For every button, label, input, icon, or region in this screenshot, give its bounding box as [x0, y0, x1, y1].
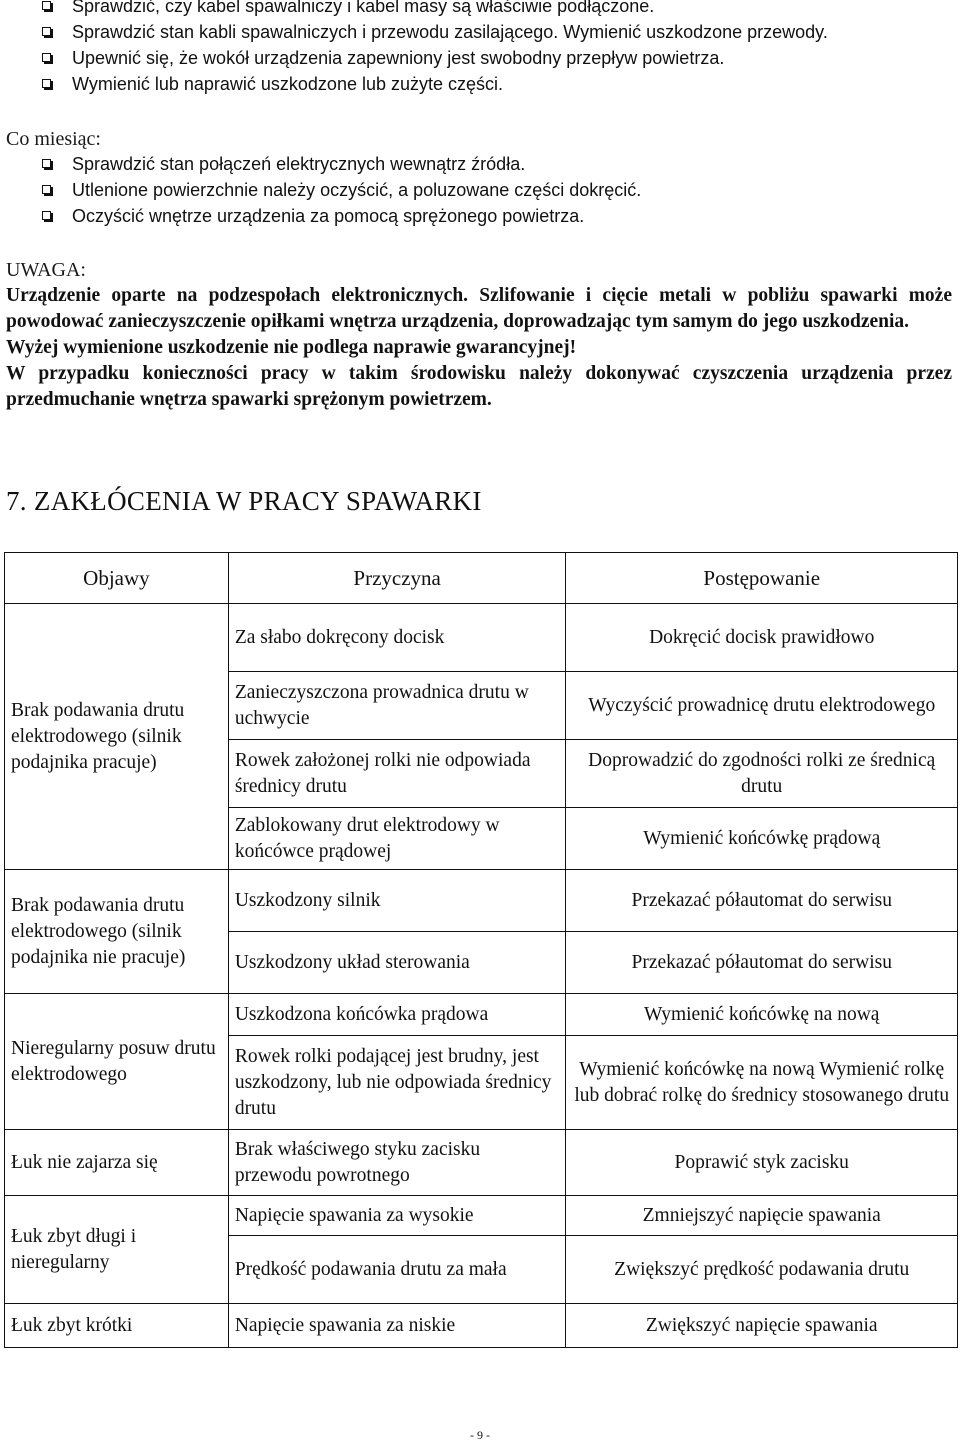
warning-heading: UWAGA: [6, 259, 86, 281]
symptom-cell: Brak podawania drutu elektrodowego (silnik podajnika nie pracuje) [5, 870, 229, 994]
column-header-cause: Przyczyna [228, 553, 566, 604]
checklist-item: Sprawdzić stan kabli spawalniczych i przewodu zasilającego. Wymienić uszkodzone przewody. [42, 20, 828, 46]
checklist-item: Sprawdzić, czy kabel spawalniczy i kabel masy są właściwie podłączone. [42, 0, 828, 20]
checklist-item: Sprawdzić stan połączeń elektrycznych wewnątrz źródła. [42, 152, 641, 178]
page-number: - 9 - [470, 1428, 490, 1442]
warning-paragraph-2: Wyżej wymienione uszkodzenie nie podlega naprawie gwarancyjnej! [6, 337, 577, 358]
cause-cell: Zablokowany drut elektrodowy w końcówce prądowej [228, 808, 566, 870]
checkbox-icon [42, 1, 51, 10]
action-cell: Przekazać półautomat do serwisu [566, 932, 958, 994]
table-row [5, 1130, 958, 1196]
warning-paragraph-1: Urządzenie oparte na podzespołach elektronicznych. Szlifowanie i cięcie metali w pobliżu spawarki może powodować zanieczyszczenie opiłkami wnętrza urządzenia, doprowadzając tym samym do jego uszkodzenia. [6, 285, 952, 332]
action-cell: Wymienić końcówkę na nową [566, 994, 958, 1036]
table-row [5, 994, 958, 1036]
action-cell: Dokręcić docisk prawidłowo [566, 604, 958, 672]
action-cell: Zwiększyć prędkość podawania drutu [566, 1236, 958, 1304]
action-cell: Zwiększyć napięcie spawania [566, 1304, 958, 1348]
action-cell: Wymienić końcówkę na nową Wymienić rolkę lub dobrać rolkę do średnicy stosowanego drutu [566, 1036, 958, 1130]
checkbox-icon [42, 185, 51, 194]
symptom-cell: Nieregularny posuw drutu elektrodowego [5, 994, 229, 1130]
action-cell: Wyczyścić prowadnicę drutu elektrodowego [566, 672, 958, 740]
cause-cell: Uszkodzony silnik [228, 870, 566, 932]
action-cell: Zmniejszyć napięcie spawania [566, 1196, 958, 1236]
warning-text [6, 283, 952, 413]
action-cell: Wymienić końcówkę prądową [566, 808, 958, 870]
symptom-cell: Łuk zbyt krótki [5, 1304, 229, 1348]
monthly-heading: Co miesiąc: [6, 128, 101, 150]
troubleshooting-table [4, 552, 958, 1348]
checklist-item: Oczyścić wnętrze urządzenia za pomocą sprężonego powietrza. [42, 204, 641, 230]
column-header-symptoms: Objawy [5, 553, 229, 604]
cause-cell: Uszkodzona końcówka prądowa [228, 994, 566, 1036]
table-header-row [5, 553, 958, 604]
symptom-cell: Brak podawania drutu elektrodowego (silnik podajnika pracuje) [5, 604, 229, 870]
cause-cell: Prędkość podawania drutu za mała [228, 1236, 566, 1304]
table-row [5, 604, 958, 672]
checkbox-icon [42, 159, 51, 168]
column-header-action: Postępowanie [566, 553, 958, 604]
checkbox-icon [42, 79, 51, 88]
monthly-checklist [42, 152, 641, 230]
maintenance-checklist [42, 0, 828, 98]
checkbox-icon [42, 211, 51, 220]
symptom-cell: Łuk nie zajarza się [5, 1130, 229, 1196]
cause-cell: Uszkodzony układ sterowania [228, 932, 566, 994]
cause-cell: Za słabo dokręcony docisk [228, 604, 566, 672]
table-row [5, 1196, 958, 1236]
action-cell: Poprawić styk zacisku [566, 1130, 958, 1196]
checkbox-icon [42, 27, 51, 36]
cause-cell: Rowek założonej rolki nie odpowiada średnicy drutu [228, 740, 566, 808]
cause-cell: Rowek rolki podającej jest brudny, jest uszkodzony, lub nie odpowiada średnicy drutu [228, 1036, 566, 1130]
symptom-cell: Łuk zbyt długi i nieregularny [5, 1196, 229, 1304]
section-title: 7. ZAKŁÓCENIA W PRACY SPAWARKI [6, 486, 482, 516]
warning-paragraph-3: W przypadku konieczności pracy w takim środowisku należy dokonywać czyszczenia urządzenia przez przedmuchanie wnętrza spawarki sprężonym powietrzem. [6, 363, 952, 410]
checklist-item: Utlenione powierzchnie należy oczyścić, a poluzowane części dokręcić. [42, 178, 641, 204]
table-row [5, 1304, 958, 1348]
cause-cell: Napięcie spawania za niskie [228, 1304, 566, 1348]
cause-cell: Zanieczyszczona prowadnica drutu w uchwycie [228, 672, 566, 740]
cause-cell: Napięcie spawania za wysokie [228, 1196, 566, 1236]
checkbox-icon [42, 53, 51, 62]
cause-cell: Brak właściwego styku zacisku przewodu powrotnego [228, 1130, 566, 1196]
checklist-item: Wymienić lub naprawić uszkodzone lub zużyte części. [42, 72, 828, 98]
table-row [5, 870, 958, 932]
checklist-item: Upewnić się, że wokół urządzenia zapewniony jest swobodny przepływ powietrza. [42, 46, 828, 72]
action-cell: Przekazać półautomat do serwisu [566, 870, 958, 932]
action-cell: Doprowadzić do zgodności rolki ze średnicą drutu [566, 740, 958, 808]
